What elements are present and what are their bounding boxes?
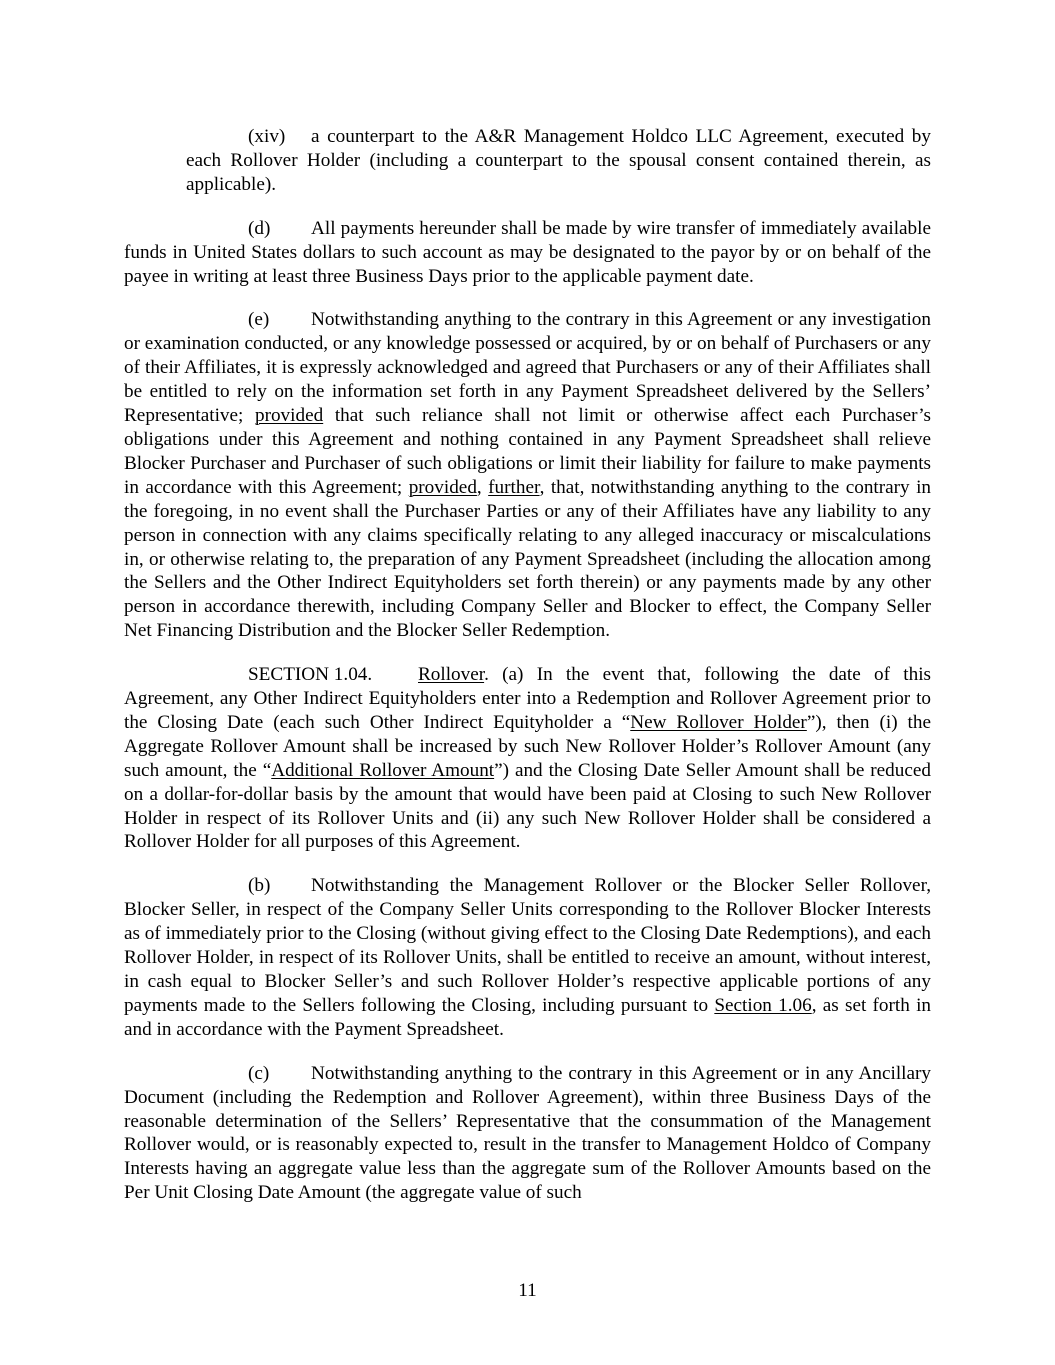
section-1-04 (124, 663, 931, 854)
paragraph-text: a counterpart to the A&R Management Holdco LLC Agreement, executed by each Rollover Holder (including a counterpart to the spousal consent contained therein, as applicable). (186, 126, 931, 195)
provided-term: provided (408, 476, 477, 498)
paragraph-text: that such reliance shall not limit or otherwise affect each Purchaser’s obligations under this Agreement and nothing contained in any Payment Spreadsheet shall relieve Blocker Purchaser and Purchaser of such obligations or limit their liability for failure to make payments in accordance with this Agreement; (124, 405, 932, 498)
separator: , (476, 476, 489, 498)
section-title: Rollover (418, 664, 485, 686)
paragraph-label: (b) (248, 875, 271, 897)
paragraph-text: , that, notwithstanding anything to the contrary in the foregoing, in no event shall the Purchaser Parties or any of their Affiliates have any liability to any person in connection with any claims specifically relating to any alleged inaccuracy or miscalculations in, or otherwise relating to, the preparation of any Payment Spreadsheet (including the allocation among the Sellers and the Other Indirect Equityholders set forth therein) or any payments made by any other person in accordance therewith, including Company Seller and Blocker to effect, the Company Seller Net Financing Distribution and the Blocker Seller Redemption. (124, 476, 931, 642)
paragraph-e (124, 308, 931, 643)
paragraph-text: Notwithstanding anything to the contrary in this Agreement or in any Ancillary Document (including the Redemption and Rollover Agreement), within three Business Days of the reasonable determination of the Sellers’ Representative that the consummation of the Management Rollover would, or is reasonably expected to, result in the transfer to Management Holdco of Company Interests having an aggregate value less than the aggregate sum of the Rollover Amounts based on the Per Unit Closing Date Amount (the aggregate value of such (124, 1062, 931, 1204)
paragraph-c (124, 1062, 931, 1205)
provided-term: provided (254, 405, 324, 427)
paragraph-d (124, 217, 931, 289)
paragraph-b (124, 874, 931, 1041)
section-label: SECTION 1.04. (248, 664, 373, 686)
section-reference: Section 1.06 (714, 994, 812, 1016)
paragraph-label: (d) (248, 217, 271, 239)
paragraph-xiv (186, 125, 931, 197)
paragraph-text: . (a) In the event that, following the date of this Agreement, any Other Indirect Equityholders enter into a Redemption and Rollover Agreement prior to the Closing Date (each such Other Indirect Equityholder a “ (124, 664, 931, 733)
further-term: further (488, 476, 540, 498)
paragraph-text: Notwithstanding anything to the contrary in this Agreement or any investigation or examination conducted, or any knowledge possessed or acquired, by or on behalf of Purchasers or any of their Affiliates, it is expressly acknowledged and agreed that Purchasers or any of their Affiliates shall be entitled to rely on the information set forth in any Payment Spreadsheet delivered by the Sellers’ Representative; (124, 309, 931, 427)
paragraph-label: (xiv) (248, 126, 286, 147)
paragraph-label: (c) (248, 1062, 270, 1084)
page-number: 11 (518, 1280, 537, 1301)
paragraph-text: Notwithstanding the Management Rollover or the Blocker Seller Rollover, Blocker Seller, in respect of the Company Seller Units corresponding to the Rollover Blocker Interests as of immediately prior to the Closing (without giving effect to the Closing Date Redemptions), and each Rollover Holder, in respect of its Rollover Units, shall be entitled to receive an amount, without interest, in cash equal to Blocker Seller’s and such Rollover Holder’s respective applicable portions of any payments made to the Sellers following the Closing, including pursuant to (124, 875, 931, 1016)
defined-term: Additional Rollover Amount (271, 759, 495, 781)
paragraph-text: ”), then (i) the Aggregate Rollover Amount shall be increased by such New Rollover Holder’s Rollover Amount (any such amount, the “ (124, 711, 931, 781)
paragraph-text: All payments hereunder shall be made by wire transfer of immediately available funds in United States dollars to such account as may be designated to the payor by or on behalf of the payee in writing at least three Business Days prior to the applicable payment date. (124, 217, 931, 287)
paragraph-text: , as set forth in and in accordance with the Payment Spreadsheet. (124, 994, 931, 1040)
paragraph-label: (e) (248, 309, 270, 331)
document-page (124, 125, 931, 1225)
defined-term: New Rollover Holder (630, 711, 807, 733)
paragraph-text: ”) and the Closing Date Seller Amount shall be reduced on a dollar-for-dollar basis by the amount that would have been paid at Closing to such New Rollover Holder in respect of its Rollover Units and (ii) any such New Rollover Holder shall be considered a Rollover Holder for all purposes of this Agreement. (124, 759, 931, 853)
